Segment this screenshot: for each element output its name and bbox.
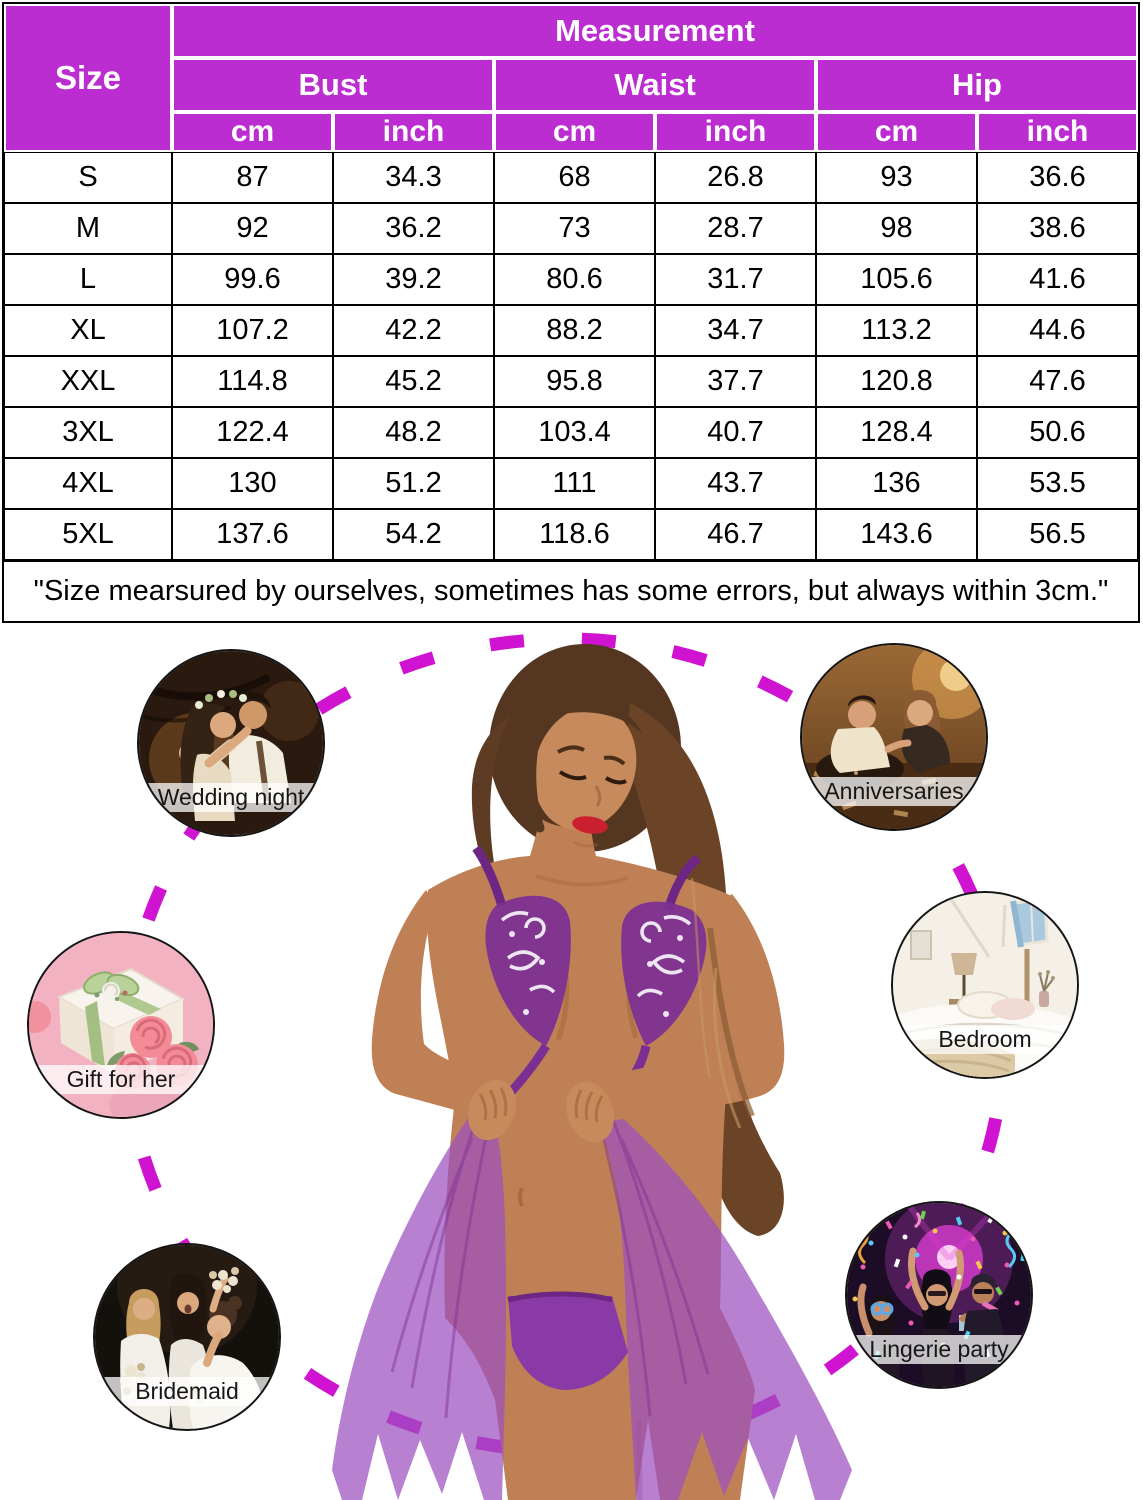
size-chart-cell: 111 bbox=[494, 458, 655, 509]
size-chart-cell: 128.4 bbox=[816, 407, 977, 458]
size-chart-cell: 130 bbox=[172, 458, 333, 509]
size-row-label: L bbox=[4, 254, 172, 305]
size-chart-cell: 45.2 bbox=[333, 356, 494, 407]
size-chart-cell: 120.8 bbox=[816, 356, 977, 407]
size-chart-cell: 31.7 bbox=[655, 254, 816, 305]
size-row-label: XXL bbox=[4, 356, 172, 407]
size-chart-cell: 42.2 bbox=[333, 305, 494, 356]
size-chart-cell: 26.8 bbox=[655, 152, 816, 203]
size-chart-cell: 38.6 bbox=[977, 203, 1138, 254]
model-photo bbox=[240, 628, 860, 1500]
size-chart-cell: 43.7 bbox=[655, 458, 816, 509]
occasion-label: Gift for her bbox=[66, 1066, 176, 1093]
model-figure bbox=[332, 644, 852, 1500]
occasion-label: Bridemaid bbox=[135, 1378, 239, 1405]
size-chart-cell: 95.8 bbox=[494, 356, 655, 407]
size-chart-cell: 39.2 bbox=[333, 254, 494, 305]
waist-group-header: Waist bbox=[494, 58, 816, 112]
size-chart-cell: 99.6 bbox=[172, 254, 333, 305]
size-chart-cell: 41.6 bbox=[977, 254, 1138, 305]
size-chart-cell: 107.2 bbox=[172, 305, 333, 356]
occasions-section bbox=[0, 622, 1143, 1500]
size-chart-cell: 143.6 bbox=[816, 509, 977, 560]
size-chart-cell: 36.6 bbox=[977, 152, 1138, 203]
bust-group-header: Bust bbox=[172, 58, 494, 112]
size-chart-cell: 73 bbox=[494, 203, 655, 254]
size-chart-cell: 137.6 bbox=[172, 509, 333, 560]
size-chart-cell: 46.7 bbox=[655, 509, 816, 560]
size-chart-cell: 87 bbox=[172, 152, 333, 203]
occasion-bridemaid bbox=[93, 1243, 281, 1431]
size-row-label: 5XL bbox=[4, 509, 172, 560]
size-chart-cell: 122.4 bbox=[172, 407, 333, 458]
size-row-label: M bbox=[4, 203, 172, 254]
bust-inch-header: inch bbox=[333, 112, 494, 152]
size-chart-cell: 80.6 bbox=[494, 254, 655, 305]
size-chart-cell: 103.4 bbox=[494, 407, 655, 458]
measurement-header: Measurement bbox=[172, 4, 1138, 58]
occasion-wedding-night bbox=[137, 649, 325, 837]
size-chart-cell: 92 bbox=[172, 203, 333, 254]
occasion-label-band bbox=[893, 1025, 1077, 1054]
size-chart-cell: 114.8 bbox=[172, 356, 333, 407]
size-chart-cell: 28.7 bbox=[655, 203, 816, 254]
size-chart-cell: 54.2 bbox=[333, 509, 494, 560]
size-chart-cell: 53.5 bbox=[977, 458, 1138, 509]
size-chart-cell: 113.2 bbox=[816, 305, 977, 356]
size-chart-cell: 48.2 bbox=[333, 407, 494, 458]
size-chart-cell: 88.2 bbox=[494, 305, 655, 356]
bust-cm-header: cm bbox=[172, 112, 333, 152]
hip-group-header: Hip bbox=[816, 58, 1138, 112]
size-chart-cell: 34.7 bbox=[655, 305, 816, 356]
size-row-label: S bbox=[4, 152, 172, 203]
size-chart-cell: 51.2 bbox=[333, 458, 494, 509]
size-chart-cell: 118.6 bbox=[494, 509, 655, 560]
size-chart-cell: 34.3 bbox=[333, 152, 494, 203]
size-chart-cell: 50.6 bbox=[977, 407, 1138, 458]
size-chart-cell: 105.6 bbox=[816, 254, 977, 305]
size-chart-cell: 36.2 bbox=[333, 203, 494, 254]
occasion-label-band bbox=[29, 1065, 213, 1094]
size-chart-cell: 44.6 bbox=[977, 305, 1138, 356]
waist-cm-header: cm bbox=[494, 112, 655, 152]
occasion-lingerie-party bbox=[845, 1201, 1033, 1389]
size-chart-cell: 37.7 bbox=[655, 356, 816, 407]
occasion-gift-for-her bbox=[27, 931, 215, 1119]
size-row-label: 4XL bbox=[4, 458, 172, 509]
size-row-label: XL bbox=[4, 305, 172, 356]
size-chart-cell: 98 bbox=[816, 203, 977, 254]
size-chart-cell: 93 bbox=[816, 152, 977, 203]
hip-inch-header: inch bbox=[977, 112, 1138, 152]
occasion-bedroom bbox=[891, 891, 1079, 1079]
occasion-label: Anniversaries bbox=[824, 778, 964, 805]
size-chart-cell: 68 bbox=[494, 152, 655, 203]
occasion-anniversaries bbox=[800, 643, 988, 831]
size-chart-table bbox=[2, 2, 1140, 623]
size-chart-cell: 136 bbox=[816, 458, 977, 509]
occasion-label: Lingerie party bbox=[869, 1336, 1009, 1363]
occasion-label: Wedding night bbox=[157, 784, 305, 811]
size-chart-cell: 47.6 bbox=[977, 356, 1138, 407]
occasion-label: Bedroom bbox=[938, 1026, 1032, 1053]
waist-inch-header: inch bbox=[655, 112, 816, 152]
occasion-label-band bbox=[802, 777, 986, 806]
occasion-label-band bbox=[95, 1377, 279, 1406]
size-row-label: 3XL bbox=[4, 407, 172, 458]
size-chart-cell: 56.5 bbox=[977, 509, 1138, 560]
occasion-label-band bbox=[847, 1335, 1031, 1364]
size-disclaimer: "Size mearsured by ourselves, sometimes has some errors, but always within 3cm." bbox=[4, 560, 1138, 621]
occasion-label-band bbox=[139, 783, 323, 812]
hip-cm-header: cm bbox=[816, 112, 977, 152]
size-chart-cell: 40.7 bbox=[655, 407, 816, 458]
size-column-header: Size bbox=[4, 4, 172, 152]
